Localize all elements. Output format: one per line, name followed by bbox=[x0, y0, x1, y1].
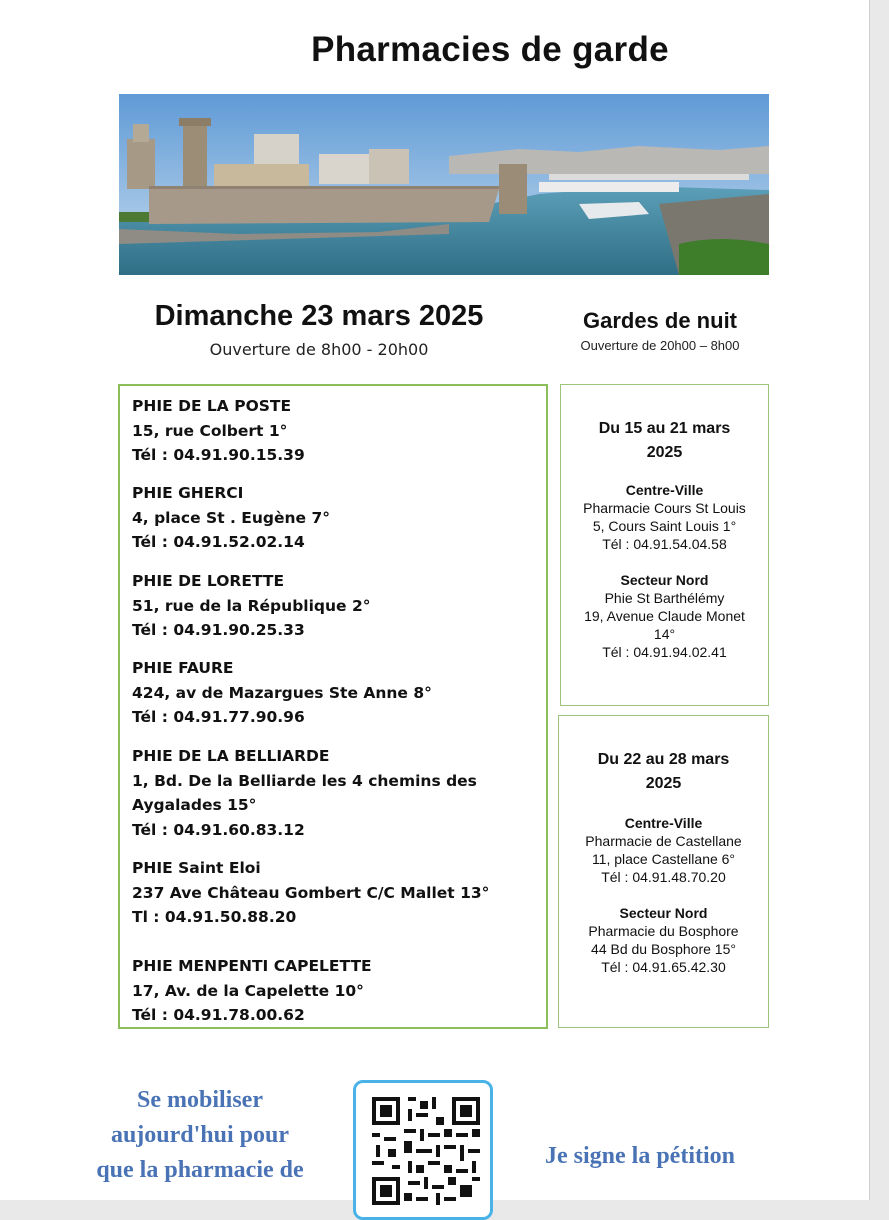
pharmacy-entry bbox=[132, 394, 542, 468]
pharmacy-entry bbox=[132, 569, 542, 643]
pharmacy-phone: Tél : 04.91.77.90.96 bbox=[132, 708, 305, 726]
pharmacy-name: PHIE FAURE bbox=[132, 659, 234, 677]
night-week-box bbox=[560, 384, 769, 706]
pharmacy-phone: Tél : 04.91.90.15.39 bbox=[132, 446, 305, 464]
sector-line: Tél : 04.91.65.42.30 bbox=[601, 959, 726, 975]
pharmacy-address: Aygalades 15° bbox=[132, 796, 257, 814]
harbor-photo bbox=[119, 94, 769, 275]
mobilise-line: que la pharmacie de bbox=[96, 1157, 304, 1183]
week-period-line: Du 15 au 21 mars bbox=[598, 420, 731, 437]
night-guard-hours: Ouverture de 20h00 – 8h00 bbox=[580, 338, 740, 353]
pharmacy-address: 237 Ave Château Gombert C/C Mallet 13° bbox=[132, 883, 490, 902]
pharmacy-phone: Tél : 04.91.52.02.14 bbox=[132, 533, 305, 551]
pharmacy-entry bbox=[132, 481, 542, 555]
week-period bbox=[559, 748, 768, 796]
sector-line: 19, Avenue Claude Monet bbox=[584, 608, 745, 624]
pharmacy-name: PHIE MENPENTI CAPELETTE bbox=[132, 957, 372, 975]
sector-block bbox=[561, 481, 768, 553]
pharmacy-name: PHIE Saint Eloi bbox=[132, 859, 261, 877]
pharmacy-phone: Tél : 04.91.78.00.62 bbox=[132, 1006, 305, 1024]
sector-line: 44 Bd du Bosphore 15° bbox=[591, 941, 736, 957]
pharmacy-entry bbox=[132, 856, 542, 930]
pharmacy-entry bbox=[132, 954, 542, 1028]
sector-line: 5, Cours Saint Louis 1° bbox=[592, 518, 737, 534]
pharmacy-address: 1, Bd. De la Belliarde les 4 chemins des bbox=[132, 771, 477, 790]
day-pharmacy-list bbox=[118, 384, 548, 1029]
day-guard-heading: Dimanche 23 mars 2025 bbox=[154, 300, 484, 332]
qr-code[interactable] bbox=[353, 1080, 493, 1220]
sector-line: Pharmacie de Castellane bbox=[585, 833, 742, 849]
mobilise-text bbox=[60, 1083, 340, 1188]
pharmacy-name: PHIE DE LA BELLIARDE bbox=[132, 747, 330, 765]
sector-block bbox=[559, 904, 768, 976]
sector-name: Secteur Nord bbox=[619, 905, 708, 921]
night-week-box bbox=[558, 715, 769, 1028]
sector-line: Tél : 04.91.94.02.41 bbox=[602, 644, 727, 660]
pharmacy-phone: Tl : 04.91.50.88.20 bbox=[132, 908, 297, 926]
night-guard-heading: Gardes de nuit bbox=[582, 308, 738, 333]
week-period-line: 2025 bbox=[645, 775, 682, 792]
sector-name: Centre-Ville bbox=[625, 482, 704, 498]
qr-code-icon bbox=[372, 1097, 480, 1205]
pharmacy-address: 17, Av. de la Capelette 10° bbox=[132, 981, 364, 1000]
sector-line: Tél : 04.91.54.04.58 bbox=[602, 536, 727, 552]
sector-block bbox=[561, 571, 768, 661]
sector-line: Phie St Barthélémy bbox=[604, 590, 725, 606]
sector-name: Secteur Nord bbox=[620, 572, 709, 588]
pharmacy-address: 424, av de Mazargues Ste Anne 8° bbox=[132, 683, 432, 702]
sector-block bbox=[559, 814, 768, 886]
mobilise-line: Se mobiliser bbox=[137, 1087, 263, 1113]
week-period bbox=[561, 417, 768, 465]
mobilise-line: aujourd'hui pour bbox=[110, 1122, 290, 1148]
sector-line: Pharmacie Cours St Louis bbox=[583, 500, 746, 516]
sector-line: Tél : 04.91.48.70.20 bbox=[601, 869, 726, 885]
pharmacy-name: PHIE GHERCI bbox=[132, 484, 244, 502]
sector-line: 14° bbox=[653, 626, 676, 642]
pharmacy-entry bbox=[132, 656, 542, 730]
page-title: Pharmacies de garde bbox=[311, 30, 669, 69]
week-period-line: Du 22 au 28 mars bbox=[597, 751, 730, 768]
pharmacy-phone: Tél : 04.91.60.83.12 bbox=[132, 820, 305, 839]
petition-link[interactable]: Je signe la pétition bbox=[545, 1143, 735, 1169]
pharmacy-name: PHIE DE LORETTE bbox=[132, 572, 285, 590]
harbor-illustration bbox=[119, 94, 769, 275]
pharmacy-name: PHIE DE LA POSTE bbox=[132, 397, 292, 415]
pharmacy-address: 15, rue Colbert 1° bbox=[132, 421, 288, 440]
sector-name: Centre-Ville bbox=[624, 815, 703, 831]
pharmacy-address: 4, place St . Eugène 7° bbox=[132, 508, 330, 527]
day-guard-hours: Ouverture de 8h00 - 20h00 bbox=[209, 340, 429, 359]
pharmacy-entry bbox=[132, 744, 542, 842]
pharmacy-phone: Tél : 04.91.90.25.33 bbox=[132, 621, 305, 639]
sector-line: Pharmacie du Bosphore bbox=[588, 923, 739, 939]
sector-line: 11, place Castellane 6° bbox=[591, 851, 736, 867]
week-period-line: 2025 bbox=[646, 444, 683, 461]
pharmacy-address: 51, rue de la République 2° bbox=[132, 596, 371, 615]
